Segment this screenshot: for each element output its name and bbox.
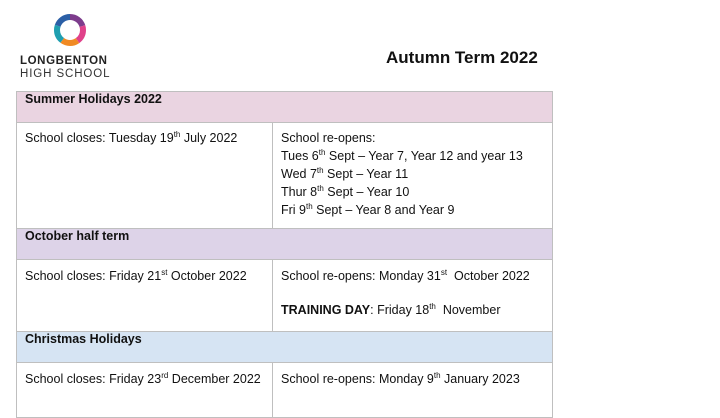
logo-school-name: LONGBENTON	[20, 55, 108, 67]
training-day-note: TRAINING DAY: Friday 18th November	[281, 302, 501, 317]
reopens-cell	[273, 123, 553, 229]
reopen-line: Fri 9th Sept – Year 8 and Year 9	[281, 202, 455, 217]
page-title: Autumn Term 2022	[386, 48, 538, 67]
table-row	[17, 260, 553, 332]
closes-cell: School closes: Friday 23rd December 2022	[17, 363, 273, 418]
reopen-line: Thur 8th Sept – Year 10	[281, 184, 410, 199]
closes-cell: School closes: Tuesday 19th July 2022	[17, 123, 273, 229]
section-heading-october: October half term	[17, 229, 553, 260]
section-heading-christmas: Christmas Holidays	[17, 332, 553, 363]
closes-cell: School closes: Friday 21st October 2022	[17, 260, 273, 332]
table-row	[17, 363, 553, 418]
section-header-row	[17, 92, 553, 123]
table-row	[17, 123, 553, 229]
section-heading-summer: Summer Holidays 2022	[17, 92, 553, 123]
logo-school-subtitle: HIGH SCHOOL	[20, 68, 111, 80]
reopen-line: Tues 6th Sept – Year 7, Year 12 and year 13	[281, 148, 523, 163]
reopens-cell: School re-opens: Monday 31st October 2022 TRAINING DAY: Friday 18th November	[273, 260, 553, 332]
reopens-cell: School re-opens: Monday 9th January 2023	[273, 363, 553, 418]
reopen-line: Wed 7th Sept – Year 11	[281, 166, 409, 181]
reopens-header: School re-opens:	[281, 131, 376, 145]
term-dates-table	[16, 91, 553, 418]
section-header-row	[17, 229, 553, 260]
section-header-row	[17, 332, 553, 363]
logo-ring-icon	[52, 12, 88, 48]
